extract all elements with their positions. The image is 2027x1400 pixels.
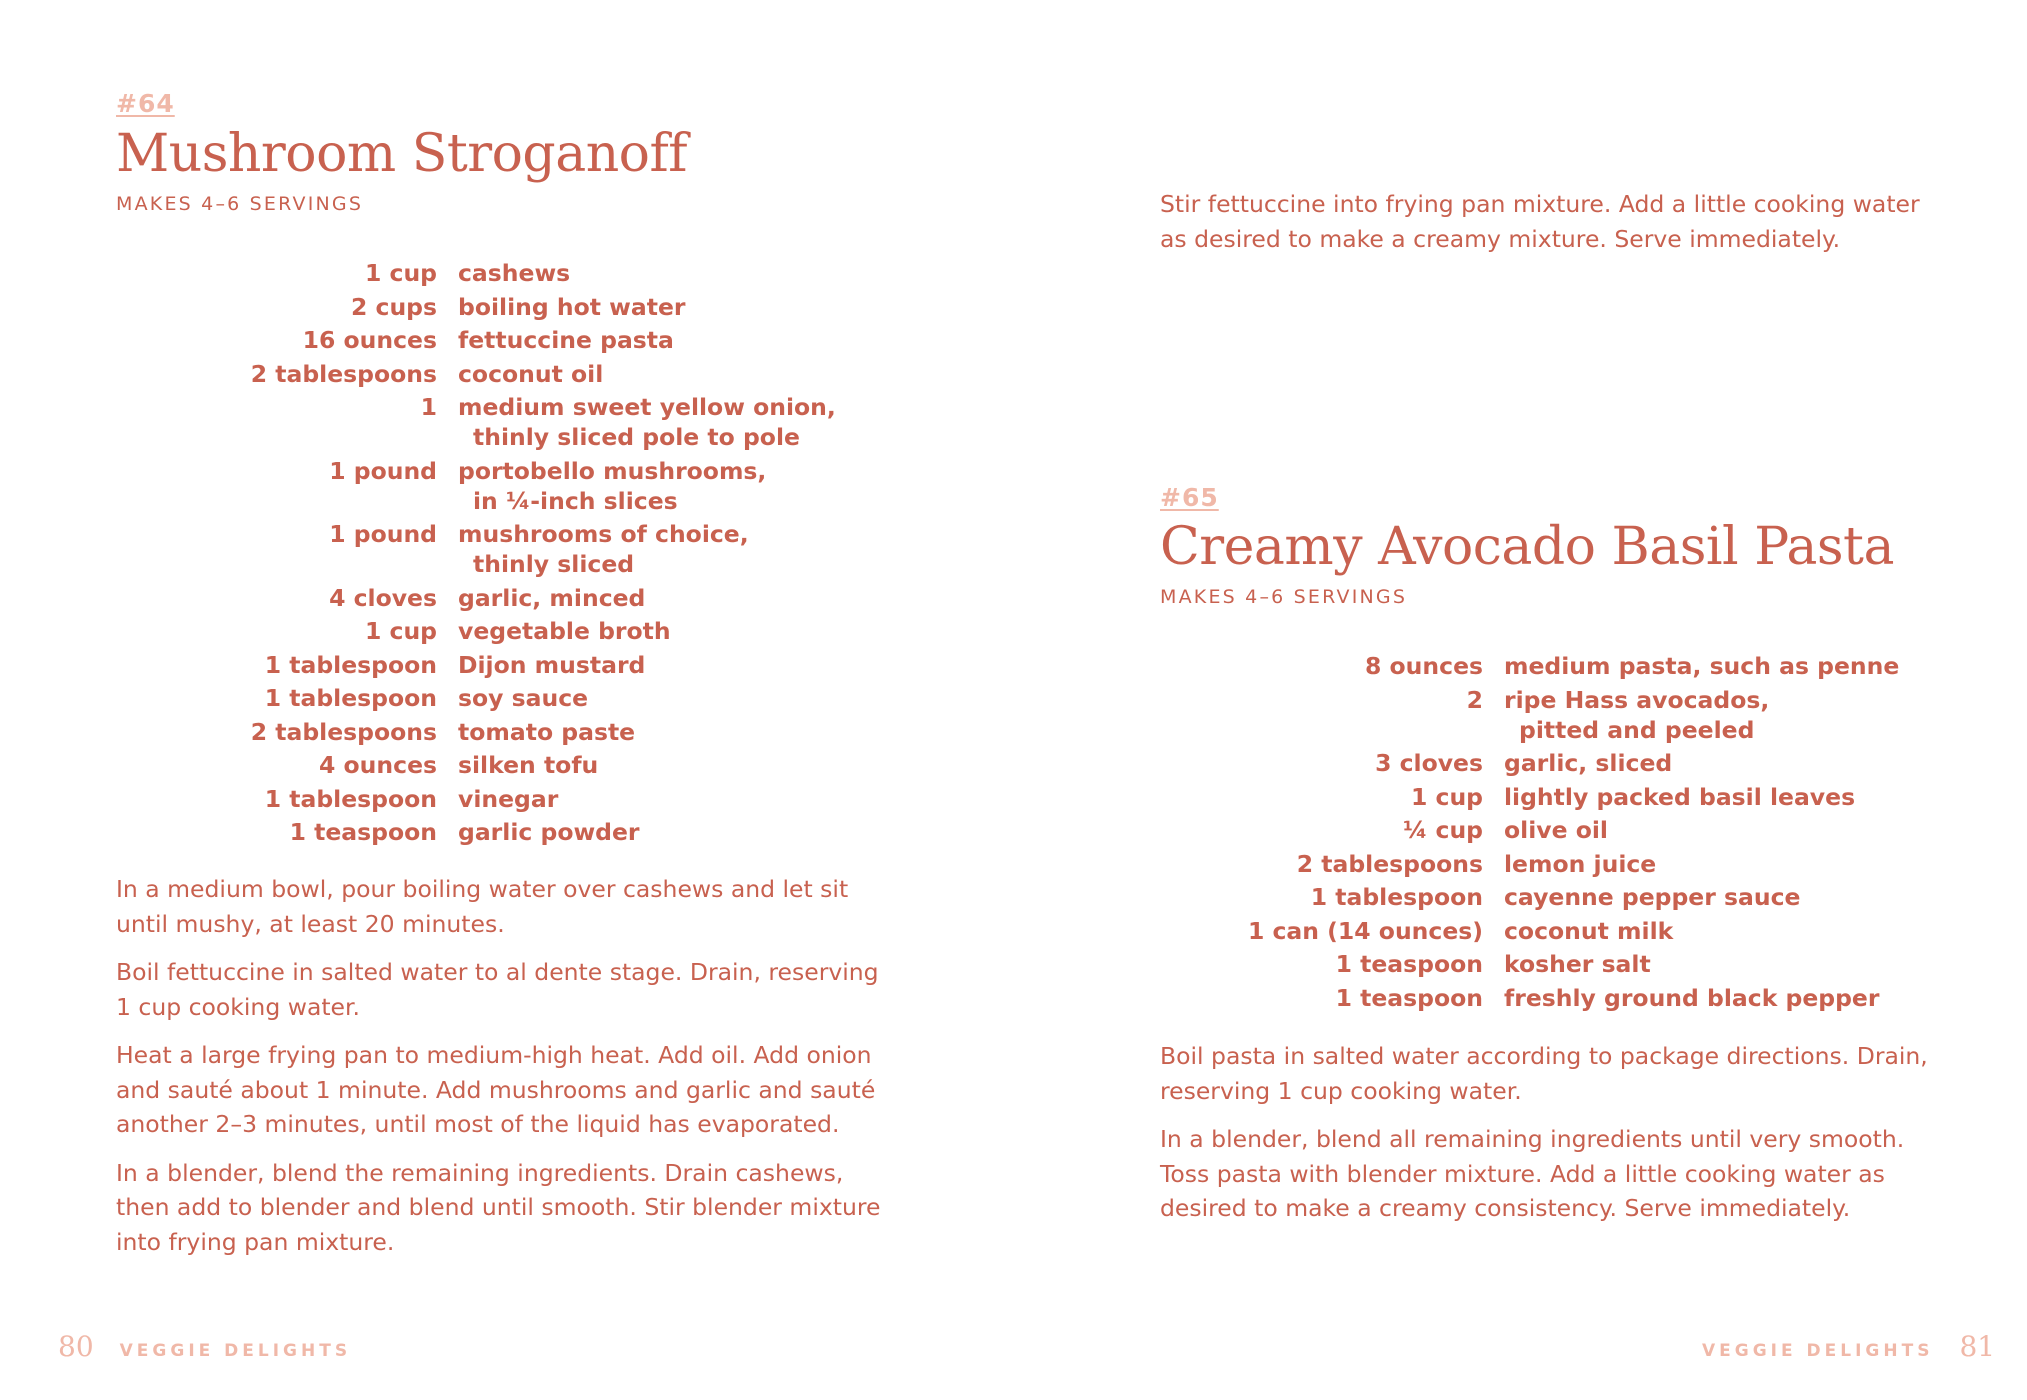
- ingredient-quantity: 1: [420, 393, 437, 421]
- ingredient-row: [1160, 651, 1899, 681]
- ingredient-quantity: 1 cup: [364, 617, 437, 645]
- ingredient-name-line: boiling hot water: [458, 292, 686, 321]
- ingredient-quantity: 1 tablespoon: [1310, 883, 1483, 911]
- ingredient-name-continued: thinly sliced pole to pole: [473, 423, 800, 451]
- ingredient-row: [116, 717, 836, 747]
- ingredient-name: [1504, 949, 1651, 979]
- ingredient-quantity: 2 tablespoons: [250, 359, 437, 388]
- ingredient-quantity: 1 tablespoon: [264, 650, 437, 679]
- ingredient-row: [1160, 815, 1899, 845]
- recipe-number: #65: [1160, 483, 1219, 512]
- method-step: Boil pasta in salted water according to package directions. Drain, reserving 1 cup cooking water.: [1160, 1042, 1928, 1105]
- ingredient-row: [116, 583, 836, 613]
- right-page: [1014, 0, 2027, 1400]
- page-number: 81: [1959, 1330, 1996, 1363]
- ingredient-row: [116, 650, 836, 680]
- ingredient-name-line: freshly ground black pepper: [1504, 983, 1880, 1012]
- running-head: VEGGIE DELIGHTS: [1702, 1341, 1934, 1361]
- ingredient-name: [458, 616, 671, 646]
- ingredient-row: [116, 292, 836, 322]
- ingredient-quantity: 1 tablespoon: [264, 684, 437, 712]
- left-page: [0, 0, 1013, 1400]
- running-head: VEGGIE DELIGHTS: [119, 1341, 352, 1361]
- ingredient-quantity: 1 cup: [364, 259, 437, 287]
- recipe-title: Creamy Avocado Basil Pasta: [1160, 517, 1894, 577]
- ingredient-row: [116, 258, 836, 288]
- ingredient-name-line: vegetable broth: [458, 617, 671, 645]
- ingredient-list: [1160, 651, 1899, 1016]
- ingredient-quantity: ¼ cup: [1403, 816, 1483, 844]
- ingredient-quantity: 4 ounces: [319, 751, 437, 779]
- ingredient-row: [1160, 949, 1899, 979]
- ingredient-quantity: 2 tablespoons: [250, 717, 437, 746]
- ingredient-name-line: vinegar: [458, 784, 559, 813]
- ingredient-name: [1504, 782, 1855, 812]
- ingredient-name: [458, 717, 635, 747]
- ingredient-name-line: coconut milk: [1504, 916, 1674, 945]
- ingredient-name: [458, 292, 685, 322]
- ingredient-name: [458, 258, 570, 288]
- method-step: Heat a large frying pan to medium-high heat. Add oil. Add onion and sauté about 1 minute. Add mushrooms and garlic and sauté another 2–3 minutes, until most of the liquid has evaporated.: [116, 1041, 876, 1138]
- ingredient-row: [1160, 782, 1899, 812]
- ingredient-name: [458, 325, 674, 355]
- ingredient-row: [116, 359, 836, 389]
- method-step: Boil fettuccine in salted water to al dente stage. Drain, reserving 1 cup cooking water.: [116, 958, 879, 1021]
- ingredient-quantity: 2 tablespoons: [1296, 849, 1483, 878]
- ingredient-name: [458, 392, 836, 452]
- continued-method: [1160, 187, 1920, 270]
- ingredient-row: [1160, 983, 1899, 1013]
- ingredient-name-continued: in ¼-inch slices: [473, 486, 678, 515]
- ingredient-name-line: garlic, minced: [458, 583, 646, 612]
- ingredient-name: [458, 750, 598, 780]
- ingredient-name-line: kosher salt: [1504, 950, 1651, 978]
- ingredient-quantity: 3 cloves: [1375, 749, 1483, 777]
- servings-label: MAKES 4–6 SERVINGS: [116, 193, 364, 215]
- method-step: In a blender, blend all remaining ingredients until very smooth. Toss pasta with blender mixture. Add a little cooking water as desired to make a creamy consistency. Serve immediately.: [1160, 1125, 1905, 1222]
- ingredient-quantity: 1 teaspoon: [1335, 983, 1483, 1012]
- ingredient-name-line: garlic, sliced: [1504, 749, 1673, 777]
- ingredient-row: [116, 683, 836, 713]
- page-number: 80: [58, 1330, 94, 1363]
- ingredient-name-line: lemon juice: [1504, 849, 1657, 878]
- ingredient-row: [1160, 748, 1899, 778]
- ingredient-name-line: olive oil: [1504, 816, 1608, 844]
- ingredient-name-continued: pitted and peeled: [1519, 715, 1755, 744]
- ingredient-name-line: soy sauce: [458, 684, 589, 712]
- ingredient-row: [116, 817, 836, 847]
- method-step: In a medium bowl, pour boiling water over cashews and let sit until mushy, at least 20 minutes.: [116, 875, 849, 938]
- ingredient-row: [1160, 882, 1899, 912]
- ingredient-name-line: cashews: [458, 259, 571, 287]
- ingredient-name: [1504, 983, 1879, 1013]
- ingredient-row: [116, 616, 836, 646]
- ingredient-row: [116, 750, 836, 780]
- recipe-title: Mushroom Stroganoff: [116, 124, 687, 184]
- method-step: In a blender, blend the remaining ingredients. Drain cashews, then add to blender and blend until smooth. Stir blender mixture into frying pan mixture.: [116, 1158, 881, 1256]
- ingredient-list: [116, 258, 836, 851]
- ingredient-name-line: silken tofu: [458, 751, 599, 779]
- ingredient-row: [116, 519, 836, 579]
- ingredient-quantity: 8 ounces: [1365, 652, 1483, 680]
- ingredient-name-line: ripe Hass avocados,: [1504, 685, 1770, 714]
- ingredient-quantity: 1 teaspoon: [289, 818, 437, 846]
- ingredient-row: [116, 325, 836, 355]
- ingredient-name: [1504, 685, 1769, 745]
- ingredient-row: [1160, 685, 1899, 745]
- ingredient-name: [458, 519, 749, 579]
- ingredient-name-line: fettuccine pasta: [458, 326, 674, 354]
- ingredient-name-line: portobello mushrooms,: [458, 456, 767, 485]
- ingredient-name-line: medium sweet yellow onion,: [458, 393, 836, 421]
- ingredient-quantity: 16 ounces: [302, 326, 437, 354]
- ingredient-name-line: medium pasta, such as penne: [1504, 652, 1900, 680]
- ingredient-row: [116, 456, 836, 516]
- method-steps: [1160, 1039, 1940, 1240]
- ingredient-name: [458, 456, 766, 516]
- page-footer: [58, 1330, 351, 1363]
- ingredient-name-line: mushrooms of choice,: [458, 520, 749, 548]
- ingredient-name: [458, 583, 645, 613]
- ingredient-quantity: 1 pound: [329, 456, 437, 485]
- ingredient-name: [1504, 651, 1899, 681]
- ingredient-name: [458, 359, 603, 389]
- ingredient-name: [458, 650, 645, 680]
- ingredient-name: [458, 683, 588, 713]
- ingredient-name: [1504, 916, 1673, 946]
- method-step: Stir fettuccine into frying pan mixture. Add a little cooking water as desired to make a creamy mixture. Serve immediately.: [1160, 190, 1920, 253]
- ingredient-quantity: 2 cups: [350, 292, 437, 321]
- ingredient-name-line: cayenne pepper sauce: [1504, 883, 1801, 911]
- servings-label: MAKES 4–6 SERVINGS: [1160, 586, 1408, 608]
- ingredient-row: [1160, 849, 1899, 879]
- recipe-number: #64: [116, 89, 175, 118]
- ingredient-name: [458, 784, 558, 814]
- ingredient-row: [116, 784, 836, 814]
- ingredient-row: [116, 392, 836, 452]
- ingredient-name: [1504, 882, 1800, 912]
- ingredient-quantity: 4 cloves: [329, 583, 437, 612]
- ingredient-name-line: tomato paste: [458, 717, 636, 746]
- ingredient-name: [1504, 815, 1608, 845]
- page-footer: [1702, 1330, 1995, 1363]
- ingredient-name-line: lightly packed basil leaves: [1504, 782, 1856, 811]
- ingredient-name-line: coconut oil: [458, 359, 604, 388]
- ingredient-quantity: 1 tablespoon: [264, 784, 437, 813]
- ingredient-quantity: 1 can (14 ounces): [1247, 916, 1483, 945]
- ingredient-row: [1160, 916, 1899, 946]
- ingredient-quantity: 1 teaspoon: [1335, 950, 1483, 978]
- ingredient-quantity: 1 cup: [1410, 782, 1483, 811]
- ingredient-name-line: Dijon mustard: [458, 650, 646, 679]
- ingredient-quantity: 2: [1466, 685, 1483, 714]
- ingredient-name-line: garlic powder: [458, 818, 640, 846]
- ingredient-name-continued: thinly sliced: [473, 550, 635, 578]
- method-steps: [116, 872, 896, 1273]
- ingredient-name: [1504, 748, 1672, 778]
- ingredient-name: [1504, 849, 1656, 879]
- ingredient-name: [458, 817, 640, 847]
- ingredient-quantity: 1 pound: [329, 520, 437, 548]
